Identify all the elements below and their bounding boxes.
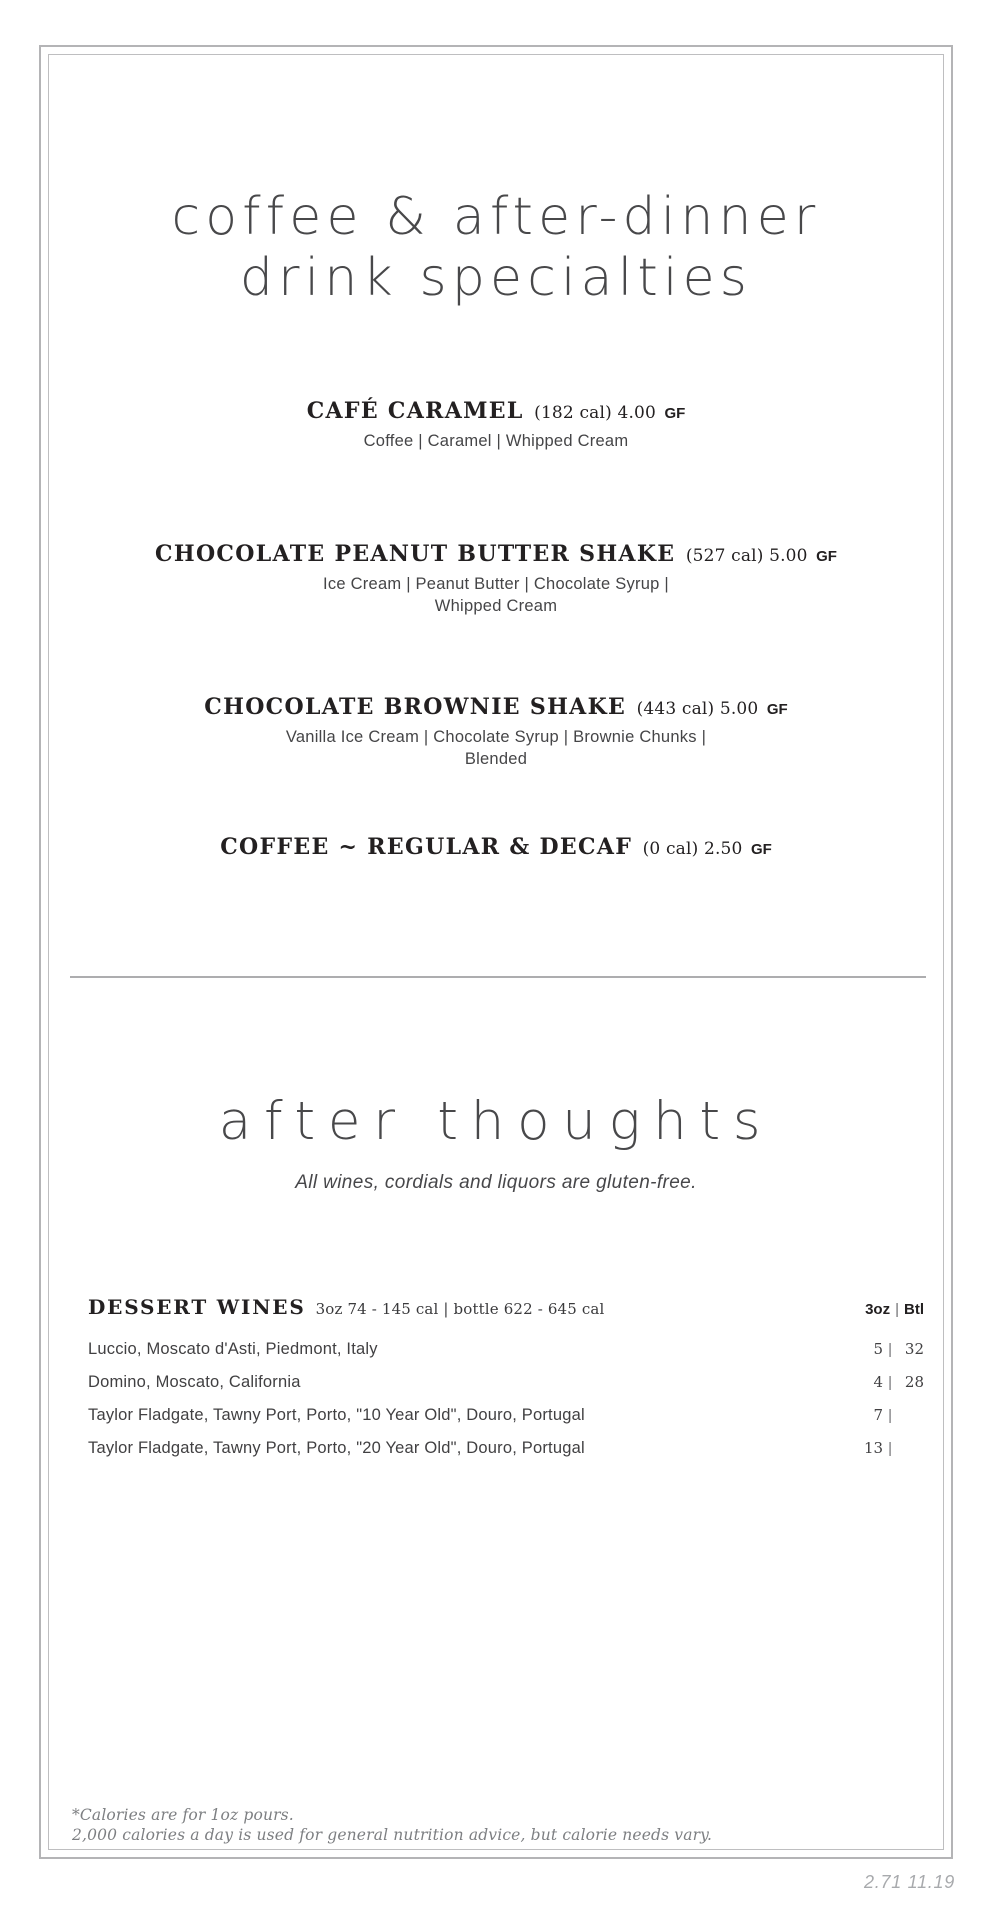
menu-item-cafe-caramel (49, 398, 943, 452)
wine-row (88, 1404, 924, 1427)
wine-name: Domino, Moscato, California (88, 1373, 301, 1391)
dessert-wines-heading: DESSERT WINES (88, 1295, 306, 1319)
item-name: CAFÉ CARAMEL (306, 398, 524, 424)
gf-badge: GF (816, 548, 837, 565)
menu-item-chocolate-brownie-shake (49, 694, 943, 770)
item-description: Vanilla Ice Cream | Chocolate Syrup | Brownie Chunks | Blended (285, 728, 707, 769)
wine-glass-price: 5 (873, 1340, 884, 1358)
section-divider (70, 976, 926, 978)
item-name: CHOCOLATE BROWNIE SHAKE (204, 694, 627, 720)
price-divider: | (888, 1374, 892, 1391)
menu-inner-frame (48, 54, 944, 1850)
wine-name: Luccio, Moscato d'Asti, Piedmont, Italy (88, 1340, 378, 1358)
calorie-disclaimer-line2: 2,000 calories a day is used for general nutrition advice, but calorie needs vary. (72, 1826, 713, 1845)
after-thoughts-title: after thoughts (218, 1091, 774, 1152)
menu-item-name-line (49, 541, 943, 567)
coffee-title-line2: drink specialties (239, 248, 753, 309)
menu-item-chocolate-peanut-butter-shake (49, 541, 943, 617)
coffee-title-line1: coffee & after-dinner (171, 187, 821, 247)
wine-price (853, 1371, 924, 1394)
calorie-disclaimer-line1: *Calories are for 1oz pours. (72, 1806, 294, 1824)
column-divider: | (895, 1301, 899, 1318)
wine-bottle-price: 28 (904, 1373, 924, 1391)
wine-price (853, 1437, 924, 1460)
wine-row (88, 1371, 924, 1394)
wine-glass-price: 4 (873, 1373, 884, 1391)
dessert-wines-calorie-note: 3oz 74 - 145 cal | bottle 622 - 645 cal (315, 1300, 605, 1318)
wine-glass-price: 7 (873, 1406, 884, 1424)
wine-glass-price: 13 (864, 1439, 884, 1457)
wine-row (88, 1437, 924, 1460)
price-divider: | (888, 1440, 892, 1457)
gf-badge: GF (664, 405, 686, 422)
item-description: Ice Cream | Peanut Butter | Chocolate Syrup | Whipped Cream (323, 575, 669, 616)
item-cal-price: (182 cal) 4.00 (534, 403, 656, 423)
menu-page-panel (39, 45, 953, 1859)
price-divider: | (888, 1407, 892, 1424)
wine-price (853, 1404, 924, 1427)
item-description: Coffee | Caramel | Whipped Cream (363, 432, 629, 450)
wine-name: Taylor Fladgate, Tawny Port, Porto, "10 Year Old", Douro, Portugal (88, 1406, 585, 1424)
wine-name: Taylor Fladgate, Tawny Port, Porto, "20 Year Old", Douro, Portugal (88, 1439, 585, 1457)
gf-badge: GF (766, 701, 788, 718)
item-cal-price: (443 cal) 5.00 (636, 699, 759, 719)
after-thoughts-subtitle: All wines, cordials and liquors are gluten-free. (295, 1172, 697, 1193)
col-bottle-label: Btl (904, 1301, 924, 1318)
calorie-disclaimer (72, 1805, 913, 1846)
dessert-wines-header (88, 1295, 924, 1322)
menu-item-coffee-regular-decaf (49, 834, 943, 860)
item-cal-price: (0 cal) 2.50 (642, 839, 743, 859)
menu-content (49, 55, 943, 1849)
item-cal-price: (527 cal) 5.00 (685, 546, 808, 566)
menu-version-label: 2.71 11.19 (864, 1872, 955, 1892)
col-glass-label: 3oz (865, 1301, 891, 1318)
price-divider: | (888, 1341, 892, 1358)
menu-item-name-line (49, 694, 943, 720)
item-name: CHOCOLATE PEANUT BUTTER SHAKE (155, 541, 676, 567)
price-column-headers (865, 1298, 924, 1322)
wine-bottle-price: 32 (904, 1340, 924, 1358)
menu-item-name-line (49, 398, 943, 424)
gf-badge: GF (750, 841, 772, 858)
menu-item-name-line (49, 834, 943, 860)
wine-price (853, 1338, 924, 1361)
item-name: COFFEE ~ REGULAR & DECAF (220, 834, 633, 860)
wine-row (88, 1338, 924, 1361)
coffee-section-title (49, 187, 943, 310)
dessert-wines-section (88, 1295, 924, 1460)
